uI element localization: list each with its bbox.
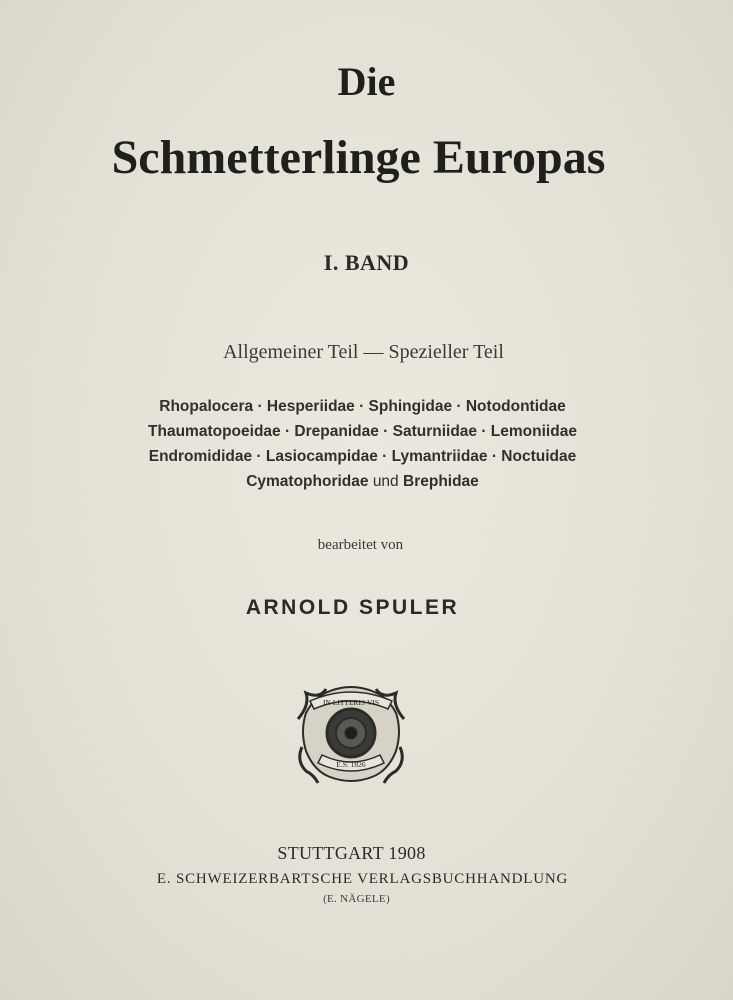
volume-label: I. BAND	[323, 250, 410, 275]
family-brephidae: Brephidae	[403, 473, 479, 490]
publisher-emblem	[296, 675, 406, 787]
subtitle: Allgemeiner Teil — Spezieller Teil	[223, 341, 504, 363]
conjunction: und	[372, 473, 399, 490]
book-title: Schmetterlinge Europas	[111, 131, 606, 184]
emblem-motto: IN LITTERIS VIS	[322, 698, 380, 707]
publisher-editor: (E. NÄGELE)	[323, 893, 390, 905]
edited-by: bearbeitet von	[317, 537, 404, 553]
families-line-4	[0, 473, 729, 491]
emblem-initials-year: E.S. 1826	[336, 760, 366, 769]
family-cymatophoridae: Cymatophoridae	[246, 473, 369, 490]
city-year: STUTTGART 1908	[277, 843, 426, 863]
families-line-3: Endromididae · Lasiocampidae · Lymantriidae · Noctuidae	[148, 448, 577, 465]
author-name: ARNOLD SPULER	[245, 596, 460, 619]
families-line-2: Thaumatopoeidae · Drepanidae · Saturniidae · Lemoniidae	[148, 423, 577, 440]
title-top: Die	[337, 59, 396, 104]
publisher-name: E. SCHWEIZERBARTSCHE VERLAGSBUCHHANDLUNG	[156, 871, 569, 887]
families-line-1: Rhopalocera · Hesperiidae · Sphingidae · Notodontidae	[159, 398, 566, 415]
